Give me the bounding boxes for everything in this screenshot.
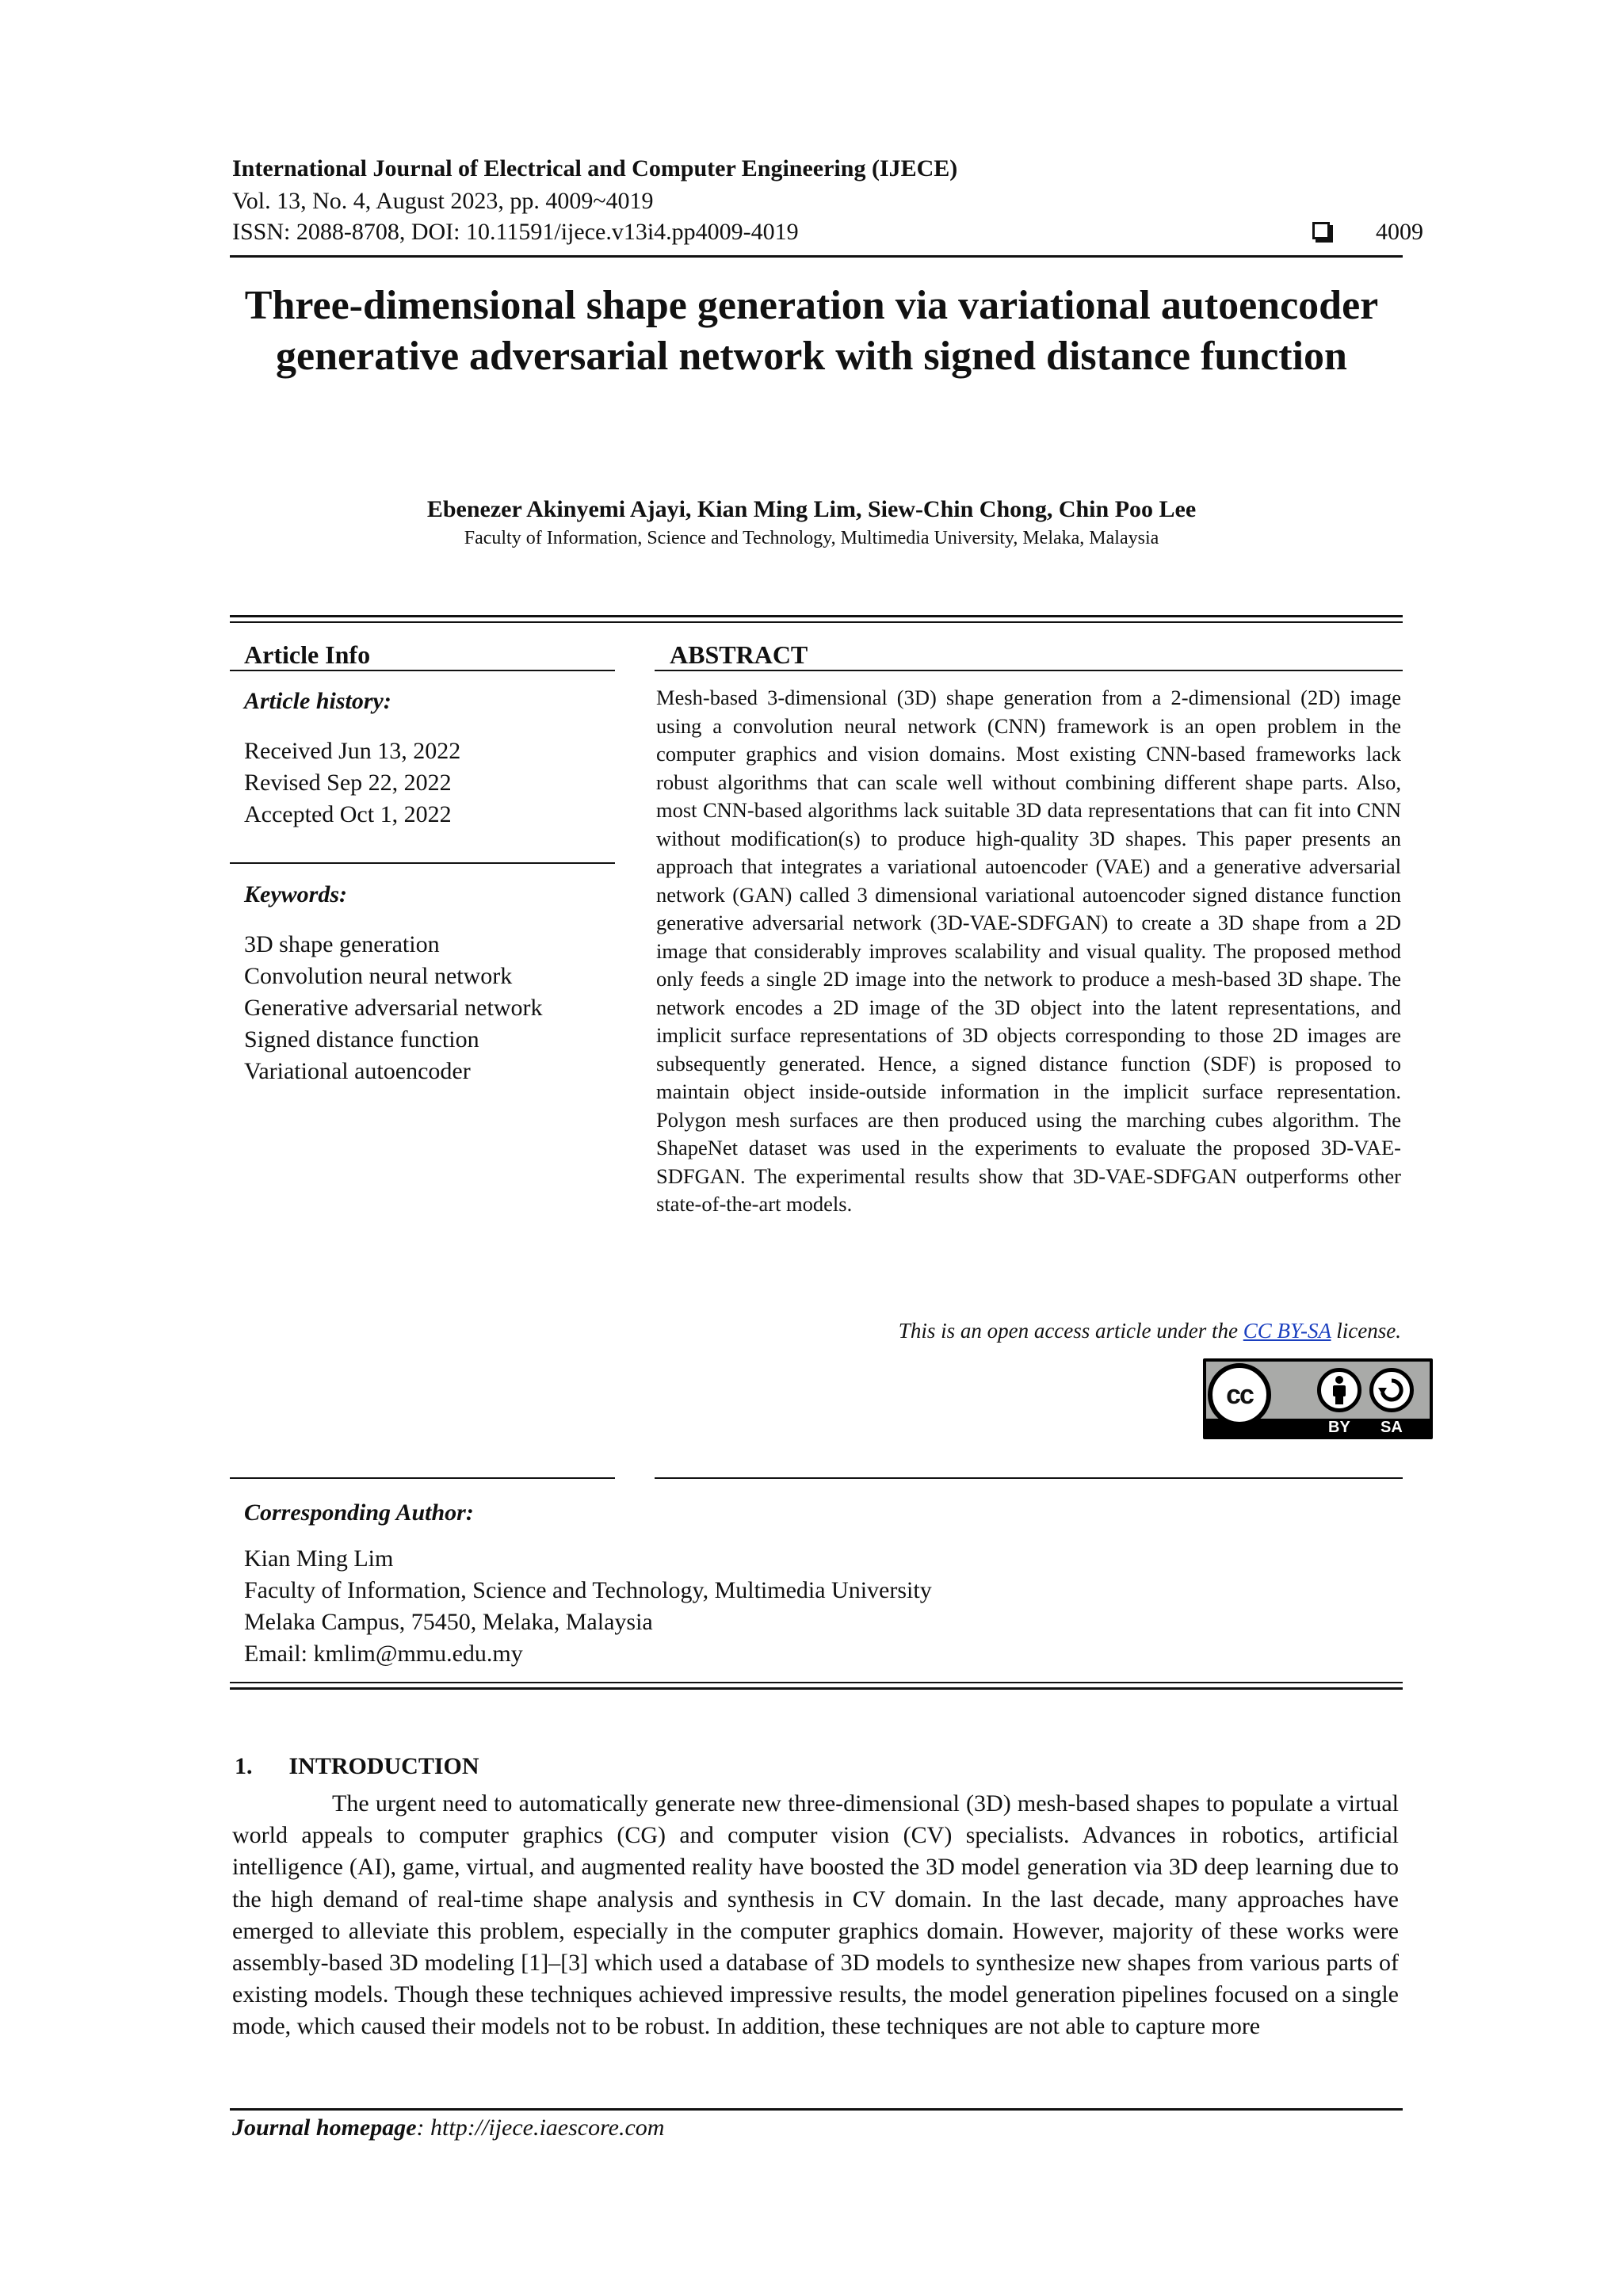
paper-title: Three-dimensional shape generation via variational autoencoder generative adversarial network with signed distance function — [244, 283, 1379, 379]
info-box-top-rule-thin — [230, 621, 1403, 623]
affiliation: Faculty of Information, Science and Technology, Multimedia University, Melaka, Malaysia — [464, 528, 1159, 548]
footer-rule — [230, 2108, 1403, 2111]
abstract-text: Mesh-based 3-dimensional (3D) shape generation from a 2-dimensional (2D) image using a convolution neural network (CNN) framework is an open problem in the computer graphics and vision domains. Most existing CNN-based frameworks lack robust algorithms that can scale well without combining different shape parts. Also, most CNN-based algorithms lack suitable 3D data representations that can fit into CNN without modification(s) to produce high-quality 3D shapes. This paper presents an approach that integrates a variational autoencoder (VAE) and a generative adversarial network (GAN) called 3 dimensional variational autoencoder signed distance function generative adversarial network (3D-VAE-SDFGAN) to create a 3D shape from a 2D image that considerably improves scalability and visual quality. The proposed method only feeds a single 2D image into the network to produce a mesh-based 3D shape. The network encodes a 2D image of the 3D object into the latent representations, and implicit surface representations of 3D objects corresponding to those 2D images are subsequently generated. Hence, a signed distance function (SDF) is proposed to maintain object inside-outside information in the implicit surface representation. Polygon mesh surfaces are then produced using the marching cubes algorithm. The ShapeNet dataset was used in the experiments to evaluate the proposed 3D-VAE-SDFGAN. The experimental results show that 3D-VAE-SDFGAN outperforms other state-of-the-art models. — [656, 686, 1401, 1216]
corresponding-address: Melaka Campus, 75450, Melaka, Malaysia — [244, 1609, 653, 1635]
keywords-heading: Keywords: — [244, 881, 347, 907]
info-box-bottom-rule — [230, 1687, 1403, 1690]
page-number: 4009 — [1376, 219, 1423, 245]
keyword-item: Variational autoencoder — [244, 1058, 471, 1084]
article-info-rule — [230, 670, 615, 671]
share-alike-glyph — [1377, 1375, 1407, 1405]
accepted-date: Accepted Oct 1, 2022 — [244, 801, 452, 827]
cc-icon: cc — [1208, 1363, 1271, 1427]
license-prefix: This is an open access article under the — [898, 1319, 1243, 1343]
corresponding-name: Kian Ming Lim — [244, 1545, 394, 1572]
section-heading — [235, 1753, 479, 1780]
abstract-heading: ABSTRACT — [670, 640, 808, 669]
keyword-item: Convolution neural network — [244, 963, 513, 989]
info-box-bottom-rule-thin — [230, 1682, 1403, 1683]
sa-label: SA — [1381, 1419, 1403, 1436]
received-date: Received Jun 13, 2022 — [244, 738, 461, 764]
person-glyph — [1327, 1375, 1351, 1405]
keyword-item: Generative adversarial network — [244, 995, 543, 1021]
corresponding-heading: Corresponding Author: — [244, 1499, 474, 1526]
journal-name: International Journal of Electrical and Computer Engineering (IJECE) — [232, 155, 958, 181]
footer-label: Journal homepage — [232, 2115, 417, 2141]
abstract-bottom-rule — [655, 1477, 1403, 1479]
footer-url[interactable]: : http://ijece.iaescore.com — [416, 2115, 665, 2141]
person-icon — [1317, 1368, 1361, 1412]
abstract-rule — [655, 670, 1403, 671]
by-label: BY — [1328, 1419, 1350, 1436]
author-list: Ebenezer Akinyemi Ajayi, Kian Ming Lim, Siew-Chin Chong, Chin Poo Lee — [426, 496, 1197, 522]
keyword-list — [244, 929, 542, 1087]
share-alike-icon — [1369, 1368, 1414, 1412]
corresponding-affiliation: Faculty of Information, Science and Technology, Multimedia University — [244, 1577, 932, 1603]
introduction-text: The urgent need to automatically generate new three-dimensional (3D) mesh-based shapes to populate a virtual world appeals to computer graphics (CG) and computer vision (CV) specialists. Advances in robotics, artificial intelligence (AI), game, virtual, and augmented reality have boosted the 3D model generation via 3D deep learning due to the high demand of real-time shape analysis and synthesis in CV domain. In the last decade, many approaches have emerged to alleviate this problem, especially in the computer graphics domain. However, majority of these works were assembly-based 3D modeling [1]–[3] which used a database of 3D models to synthesize new shapes from various parts of existing models. Though these techniques achieved impressive results, the model generation pipelines focused on a single mode, which caused their models not to be robust. In addition, these techniques are not able to capture more — [232, 1790, 1399, 2040]
license-statement — [656, 1319, 1401, 1343]
section-title: INTRODUCTION — [288, 1753, 479, 1779]
volume-info: Vol. 13, No. 4, August 2023, pp. 4009~4019 — [232, 188, 654, 214]
keyword-item: Signed distance function — [244, 1026, 479, 1052]
issn-doi: ISSN: 2088-8708, DOI: 10.11591/ijece.v13i4.pp4009-4019 — [232, 219, 799, 245]
keyword-item: 3D shape generation — [244, 931, 440, 957]
introduction-body — [232, 1788, 1399, 2043]
corresponding-email: Email: kmlim@mmu.edu.my — [244, 1641, 523, 1667]
license-suffix: license. — [1331, 1319, 1401, 1343]
square-bullet-icon — [1312, 222, 1330, 239]
article-info-bottom-rule — [230, 1477, 615, 1479]
article-history-heading: Article history: — [244, 688, 391, 714]
cc-by-sa-badge[interactable] — [1203, 1358, 1433, 1439]
journal-homepage — [232, 2115, 664, 2141]
article-info-heading: Article Info — [244, 640, 371, 669]
header-rule — [230, 255, 1403, 258]
history-rule — [230, 862, 615, 864]
article-history — [244, 735, 460, 831]
license-link[interactable]: CC BY-SA — [1243, 1319, 1331, 1343]
info-box-top-rule — [230, 615, 1403, 617]
section-number: 1. — [235, 1753, 253, 1779]
revised-date: Revised Sep 22, 2022 — [244, 770, 452, 796]
